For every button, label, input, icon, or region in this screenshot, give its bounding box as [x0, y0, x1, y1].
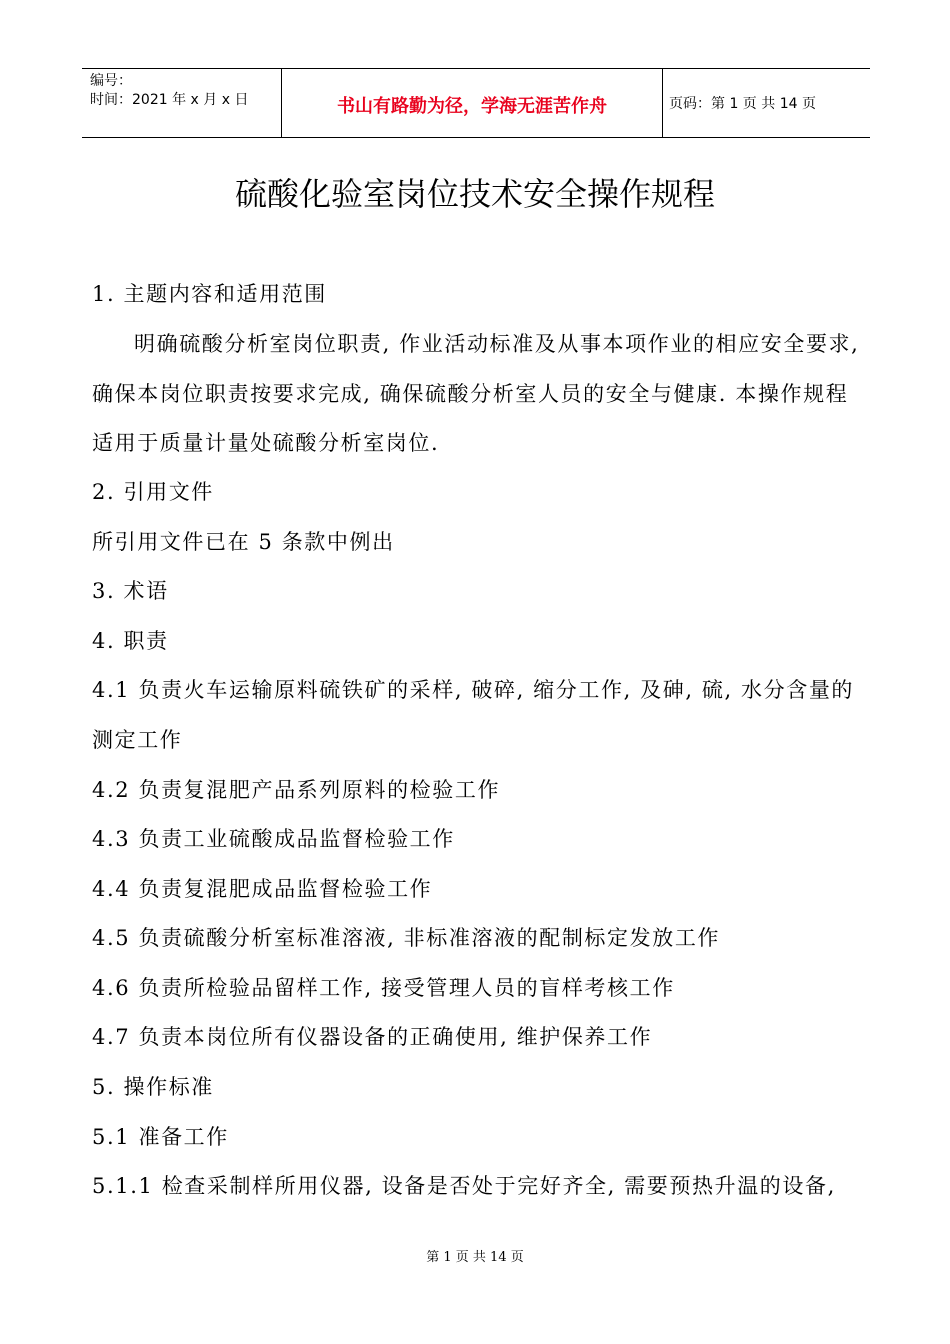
- body-paragraph: 4.5 负责硫酸分析室标准溶液, 非标准溶液的配制标定发放工作: [92, 926, 721, 950]
- section-heading: 5. 操作标准: [92, 1075, 214, 1099]
- body-paragraph: 所引用文件已在 5 条款中例出: [92, 530, 395, 554]
- body-paragraph: 4.7 负责本岗位所有仪器设备的正确使用, 维护保养工作: [92, 1025, 653, 1049]
- body-paragraph: 4.4 负责复混肥成品监督检验工作: [92, 877, 433, 901]
- section-heading: 1. 主题内容和适用范围: [92, 282, 327, 306]
- section-heading: 4. 职责: [92, 629, 169, 653]
- header-page-cell: [663, 69, 870, 137]
- page-footer: 第 1 页 共 14 页: [426, 1250, 524, 1265]
- body-paragraph: 4.6 负责所检验品留样工作, 接受管理人员的盲样考核工作: [92, 976, 675, 1000]
- header-page-info: 页码：第 1 页 共 14 页: [669, 96, 816, 112]
- document-header: [82, 68, 870, 138]
- section-heading: 3. 术语: [92, 579, 169, 603]
- document-time-label: 时间：2021 年 x 月 x 日: [90, 92, 249, 108]
- motto-text: 书山有路勤为径，学海无涯苦作舟: [337, 96, 607, 117]
- header-motto-cell: [282, 69, 663, 137]
- body-paragraph: 4.2 负责复混肥产品系列原料的检验工作: [92, 778, 501, 802]
- body-paragraph: 5.1.1 检查采制样所用仪器, 设备是否处于完好齐全, 需要预热升温的设备,: [92, 1174, 836, 1198]
- body-paragraph: 4.1 负责火车运输原料硫铁矿的采样, 破碎, 缩分工作, 及砷, 硫, 水分含量的测定工作: [92, 678, 855, 752]
- body-paragraph: 明确硫酸分析室岗位职责, 作业活动标准及从事本项作业的相应安全要求, 确保本岗位职责按要求完成, 确保硫酸分析室人员的安全与健康. 本操作规程适用于质量计量处硫酸分析室岗位.: [92, 332, 860, 456]
- section-heading: 2. 引用文件: [92, 480, 214, 504]
- body-paragraph: 4.3 负责工业硫酸成品监督检验工作: [92, 827, 455, 851]
- document-number-label: 编号：: [90, 73, 132, 89]
- header-meta-cell: [82, 69, 282, 137]
- document-title: 硫酸化验室岗位技术安全操作规程: [234, 175, 715, 213]
- section-heading: 5.1 准备工作: [92, 1125, 229, 1149]
